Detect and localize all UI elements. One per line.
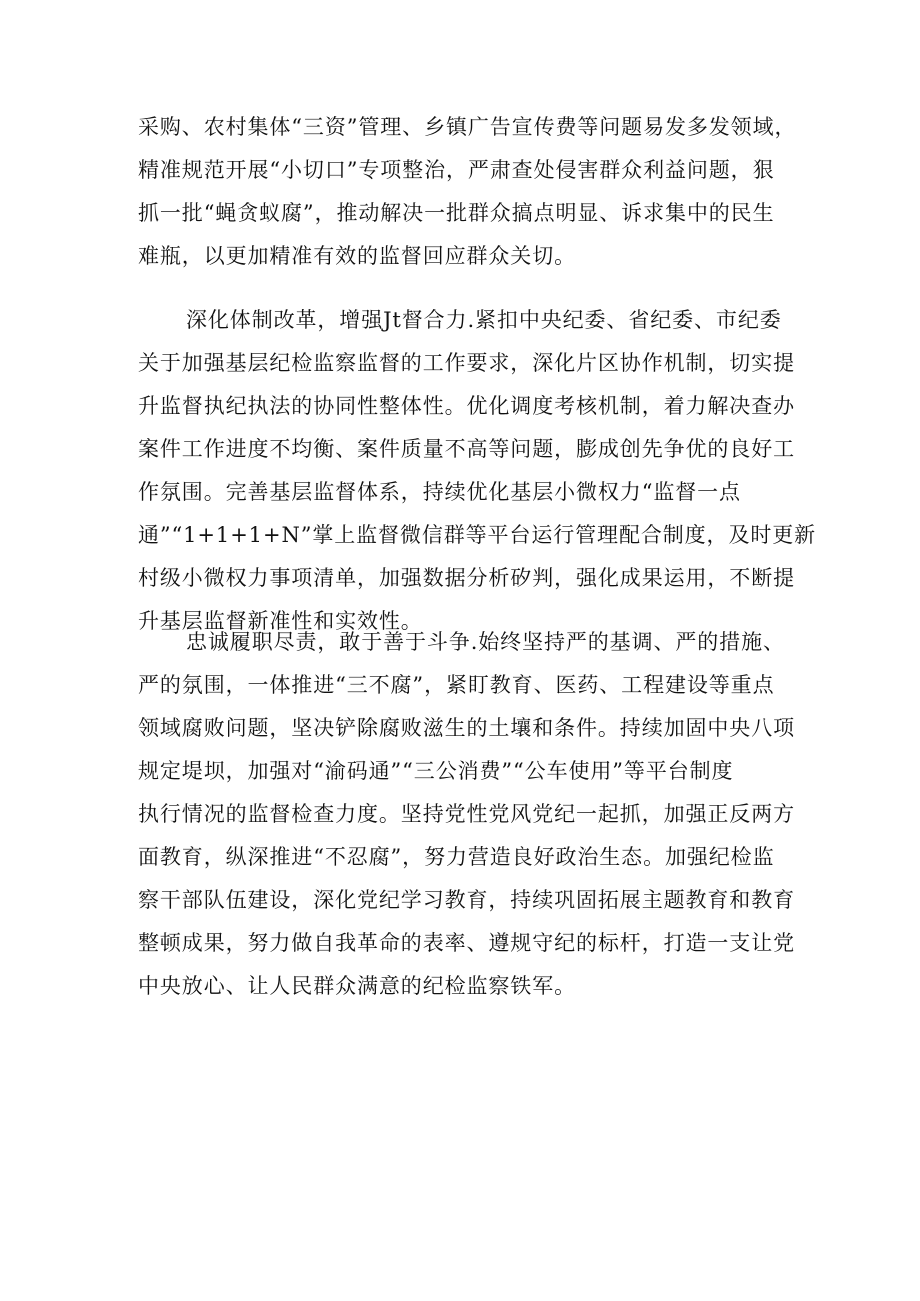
text-line: 村级小微权力事项清单，加强数据分析矽判，强化成果运用，不断提 <box>138 566 795 590</box>
text-line: 通”“1+1+1+N”掌上监督微信群等平台运行管理配合制度，及时更新 <box>138 523 817 547</box>
text-line: 领域腐败问题，坚决铲除腐败滋生的土壤和条件。持续加固中央八项 <box>138 716 795 740</box>
paragraph-2 <box>138 299 817 643</box>
text-line: 整顿成果，努力做自我革命的表率、遵规守纪的标杆，打造一支让党 <box>138 931 795 955</box>
text-line: 忠诚履职尽责，敢于善于斗争.始终坚持严的基调、严的措施、 <box>186 630 785 654</box>
text-line: 中央放心、让人民群众满意的纪检监察铁军。 <box>138 974 576 998</box>
text-line: 严的氛围，一体推进“三不腐”，紧盯教育、医药、工程建设等重点 <box>138 673 775 697</box>
text-line: 面教育，纵深推进“不忍腐”，努力营造良好政治生态。加强纪检监 <box>138 845 775 869</box>
text-line: 抓一批“蝇贪蚁腐”，推动解决一批群众搞点明显、诉求集中的民生 <box>138 201 775 225</box>
text-line: 案件工作进度不均衡、案件质量不高等问题，膨成创先争优的良好工 <box>138 437 795 461</box>
text-line: 精准规范开展“小切口”专项整治，严肃查处侵害群众利益问题，狠 <box>138 158 775 182</box>
paragraph-3 <box>138 621 795 1008</box>
text-line: 深化体制改革，增强Jt督合力.紧扣中央纪委、省纪委、市纪委 <box>186 308 782 332</box>
text-line: 规定堤坝，加强对“渝码通”“三公消费”“公车使用”等平台制度 <box>138 759 734 783</box>
text-line: 关于加强基层纪检监察监督的工作要求，深化片区协作机制，切实提 <box>138 351 795 375</box>
text-line: 采购、农村集体“三资”管理、乡镇广告宣传费等问题易发多发领域， <box>138 115 797 139</box>
text-line: 升基层监督新准性和实效性。 <box>138 609 423 633</box>
text-line: 升监督执纪执法的协同性整体性。优化调度考核机制，着力解决查办 <box>138 394 795 418</box>
text-line: 执行情况的监督检查力度。坚持党性党风党纪一起抓，加强正反两方 <box>138 802 795 826</box>
text-line: 察干部队伍建设，深化党纪学习教育，持续巩固拓展主题教育和教育 <box>138 888 795 912</box>
paragraph-1 <box>138 106 797 278</box>
text-line: 难瓶，以更加精准有效的监督回应群众关切。 <box>138 244 576 268</box>
text-line: 作氛围。完善基层监督体系，持续优化基层小微权力“监督一点 <box>138 480 741 504</box>
